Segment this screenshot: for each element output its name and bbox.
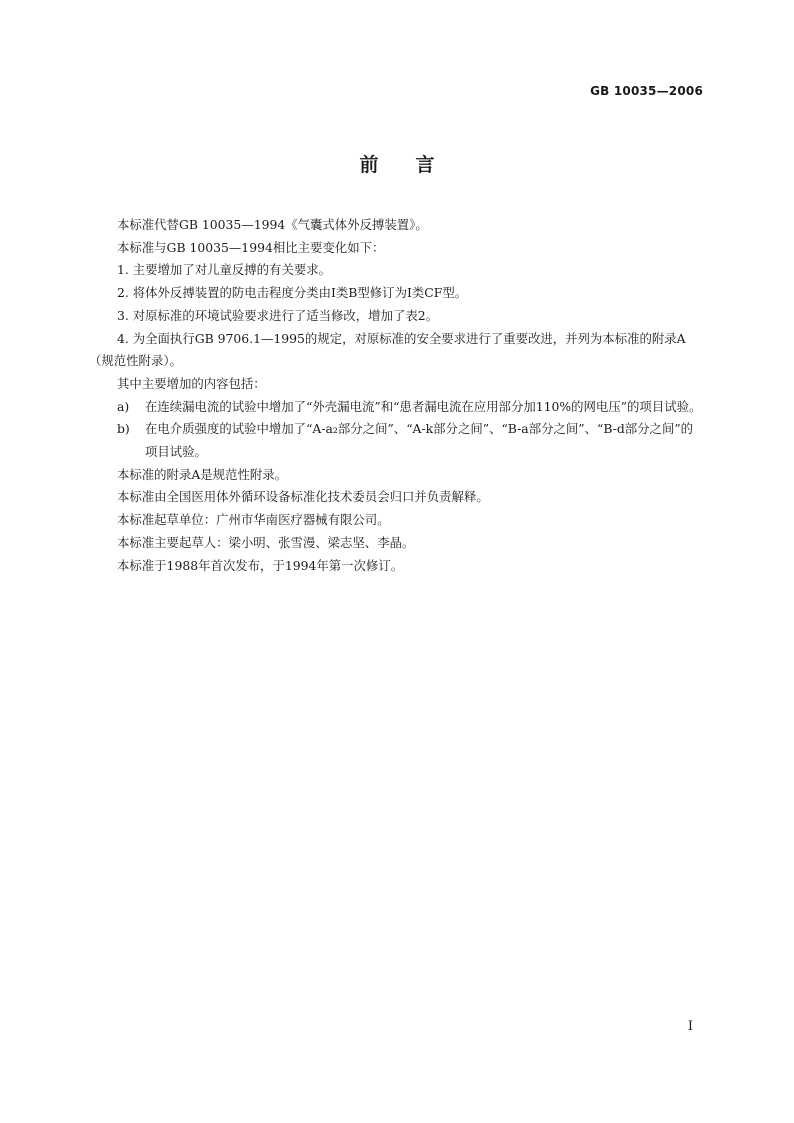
change-item-3: 3. 对原标准的环境试验要求进行了适当修改，增加了表2。: [117, 307, 439, 323]
paragraph-changes-intro: 本标准与GB 10035—1994相比主要变化如下：: [117, 239, 385, 255]
list-item-marker: a): [117, 398, 130, 414]
paragraph-replaces: 本标准代替GB 10035—1994《气囊式体外反搏装置》。: [117, 217, 428, 232]
paragraph-drafting-unit: 本标准起草单位：广州市华南医疗器械有限公司。: [117, 512, 390, 528]
paragraph-committee: 本标准由全国医用体外循环设备标准化技术委员会归口并负责解释。: [117, 489, 489, 505]
preface-body: [89, 214, 705, 577]
change-item-4: 4. 为全面执行GB 9706.1—1995的规定，对原标准的安全要求进行了重要改进，并列为本标准的附录A（规范性附录）。: [89, 330, 686, 369]
paragraph-main-additions: 其中主要增加的内容包括：: [117, 375, 266, 391]
list-item-a: [89, 396, 705, 419]
list-item-text: 在连续漏电流的试验中增加了“外壳漏电流”和“患者漏电流在应用部分加110%的网电压”的项目试验。: [145, 398, 702, 414]
paragraph-history: 本标准于1988年首次发布，于1994年第一次修订。: [117, 557, 404, 573]
paragraph-drafters: 本标准主要起草人：梁小明、张雪漫、梁志坚、李晶。: [117, 534, 415, 550]
change-item-1: 1. 主要增加了对儿童反搏的有关要求。: [117, 262, 332, 278]
list-item-text: 在电介质强度的试验中增加了“A-a₂部分之间”、“A-k部分之间”、“B-a部分之间”、“B-d部分之间”的项目试验。: [145, 421, 694, 460]
standard-code: GB 10035—2006: [590, 84, 703, 98]
page-title: 前言: [359, 154, 472, 176]
change-item-2: 2. 将体外反搏装置的防电击程度分类由Ⅰ类B型修订为Ⅰ类CF型。: [117, 285, 468, 301]
paragraph-annex-note: 本标准的附录A是规范性附录。: [117, 466, 288, 482]
list-item-b: [89, 418, 705, 463]
list-item-marker: b): [117, 421, 130, 437]
page-number: I: [687, 1019, 693, 1034]
